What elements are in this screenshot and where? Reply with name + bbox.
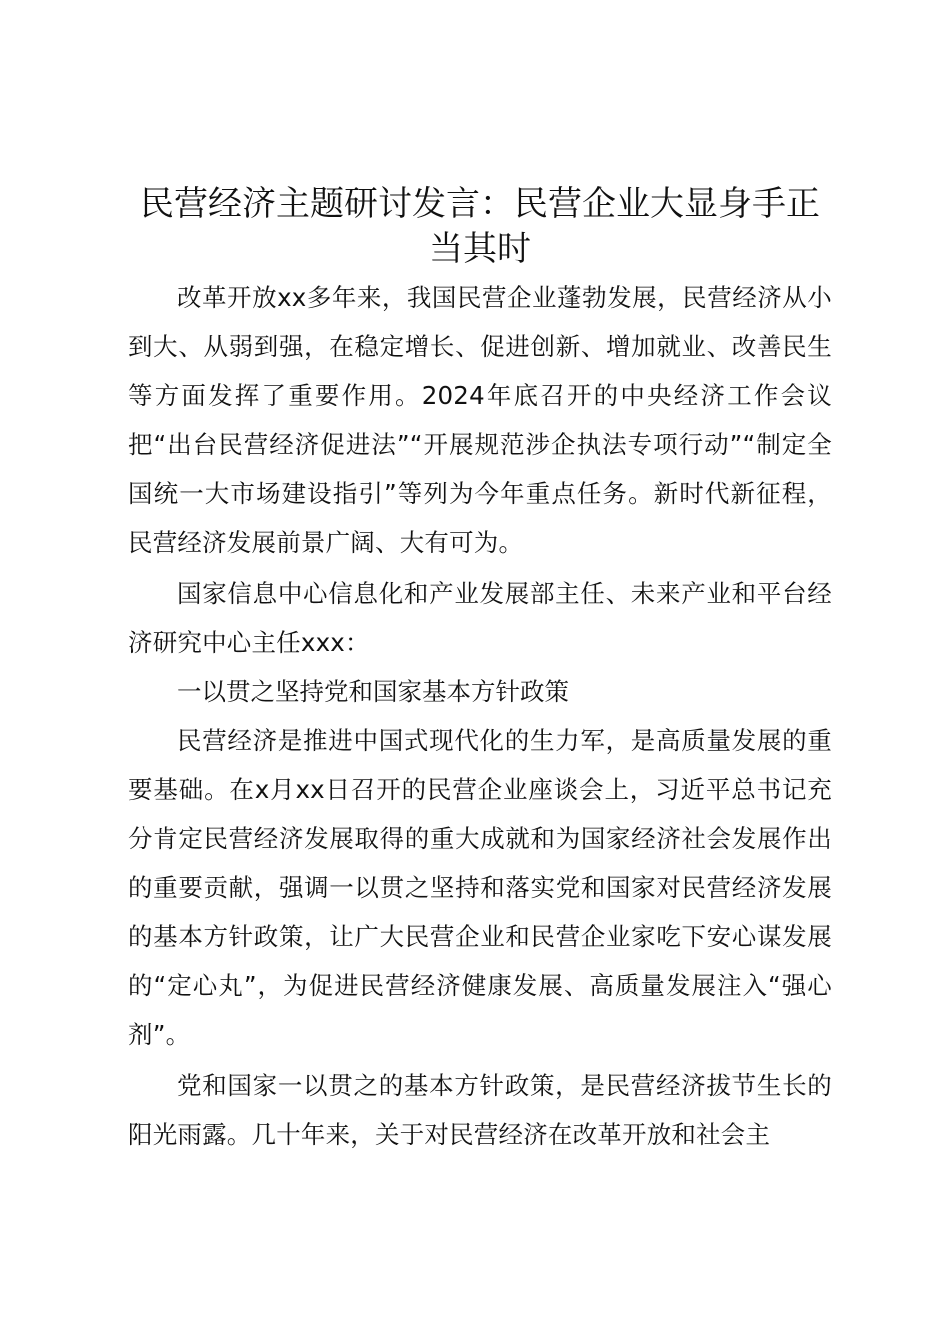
paragraph-speaker: 国家信息中心信息化和产业发展部主任、未来产业和平台经济研究中心主任xxx： (128, 579, 832, 657)
document-page (128, 182, 832, 1159)
section-heading: 一以贯之坚持党和国家基本方针政策 (177, 677, 569, 706)
document-title: 民营经济主题研讨发言：民营企业大显身手正当其时 (140, 184, 820, 269)
paragraph-body-2: 党和国家一以贯之的基本方针政策，是民营经济拔节生长的阳光雨露。几十年来，关于对民营经济在改革开放和社会主 (128, 1071, 832, 1149)
paragraph-body-1: 民营经济是推进中国式现代化的生力军，是高质量发展的重要基础。在x月xx日召开的民营企业座谈会上，习近平总书记充分肯定民营经济发展取得的重大成就和为国家经济社会发展作出的重要贡献，强调一以贯之坚持和落实党和国家对民营经济发展的基本方针政策，让广大民营企业和民营企业家吃下安心谋发展的“定心丸”，为促进民营经济健康发展、高质量发展注入“强心剂”。 (128, 726, 832, 1049)
paragraph-intro: 改革开放xx多年来，我国民营企业蓬勃发展，民营经济从小到大、从弱到强，在稳定增长、促进创新、增加就业、改善民生等方面发挥了重要作用。2024年底召开的中央经济工作会议把“出台民营经济促进法”“开展规范涉企执法专项行动”“制定全国统一大市场建设指引”等列为今年重点任务。新时代新征程，民营经济发展前景广阔、大有可为。 (128, 283, 832, 557)
